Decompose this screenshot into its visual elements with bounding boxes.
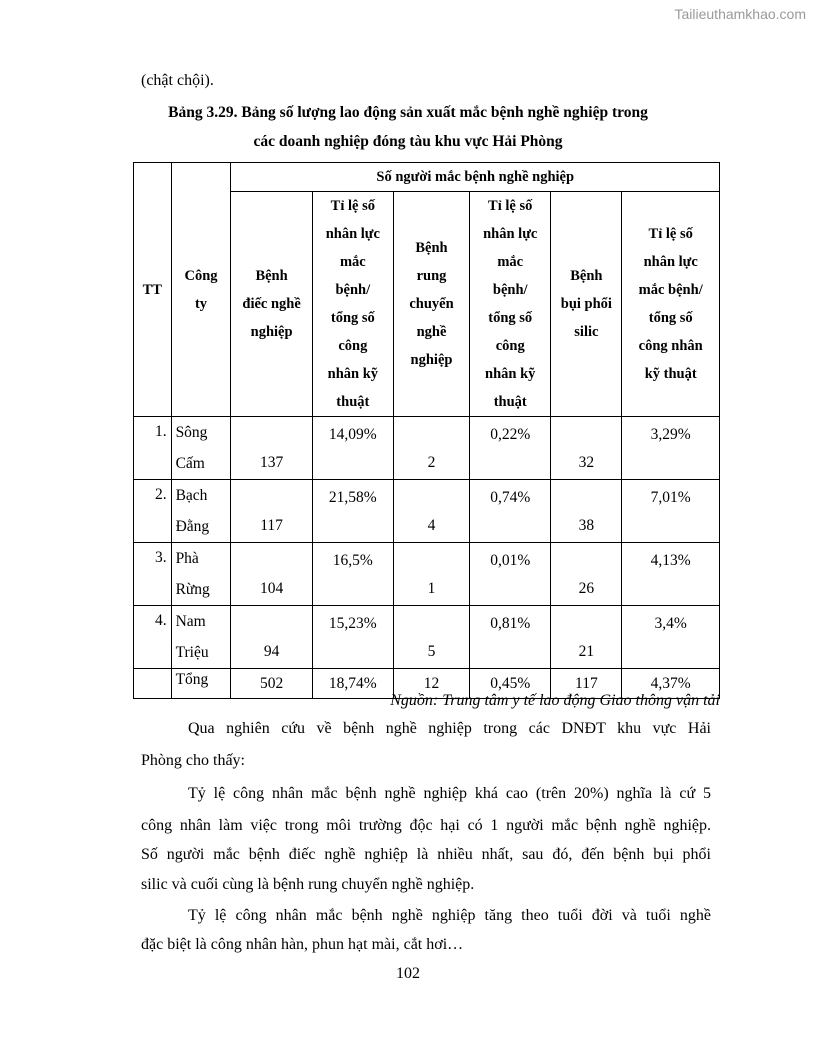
header-vibration: Bệnh rung chuyển nghề nghiệp [393, 192, 469, 417]
cell-rate-deaf: 15,23% [328, 614, 377, 632]
header-silicosis: Bệnh bụi phổi silic [551, 192, 622, 417]
header-tt: TT [134, 163, 172, 417]
cell-rate-vibration: 0,01% [490, 551, 531, 569]
table-row [134, 480, 720, 543]
cell-deaf: 104 [259, 579, 284, 597]
paragraph-3-line-2: đặc biệt là công nhân hàn, phun hạt mài, cắt hơi… [141, 936, 464, 953]
total-rate-vibration: 0,45% [470, 669, 551, 699]
paragraph-2-line-3: Số người mắc bệnh điếc nghề nghiệp là nhiều nhất, sau đó, đến bệnh bụi phổi [141, 846, 711, 863]
header-group: Số người mắc bệnh nghề nghiệp [231, 163, 720, 192]
header-rate-vibration: Tỉ lệ số nhân lực mắc bệnh/ tổng số công nhân kỹ thuật [470, 192, 551, 417]
total-rate-silicosis: 4,37% [622, 669, 720, 699]
cell-rate-deaf: 21,58% [328, 488, 377, 506]
paragraph-1-line-2: Phòng cho thấy: [141, 752, 245, 769]
table-row [134, 543, 720, 606]
cell-silicosis: 26 [578, 579, 595, 597]
intro-line: (chật chội). [141, 72, 214, 89]
cell-deaf: 94 [263, 642, 280, 660]
cell-rate-vibration: 0,81% [490, 614, 531, 632]
row-tt: 2. [134, 480, 172, 543]
table-row [134, 606, 720, 669]
cell-vibration: 5 [427, 642, 436, 660]
cell-rate-silicosis: 3,4% [654, 614, 687, 632]
table-caption-line2: các doanh nghiệp đóng tàu khu vực Hải Phòng [253, 133, 563, 150]
cell-vibration: 1 [427, 579, 436, 597]
row-company: Nam Triệu [171, 606, 231, 669]
paragraph-2-line-4: silic và cuối cùng là bệnh rung chuyển nghề nghiệp. [141, 876, 475, 893]
cell-vibration: 4 [427, 516, 436, 534]
cell-rate-deaf: 16,5% [332, 551, 373, 569]
row-company: Sông Cấm [171, 417, 231, 480]
total-label: Tổng [171, 669, 231, 699]
cell-vibration: 2 [427, 453, 436, 471]
cell-rate-silicosis: 3,29% [650, 425, 691, 443]
row-company: Phà Rừng [171, 543, 231, 606]
header-rate-deaf: Tỉ lệ số nhân lực mắc bệnh/ tổng số công nhân kỹ thuật [312, 192, 393, 417]
paragraph-2-line-2: công nhân làm việc trong môi trường độc hại có 1 người mắc bệnh nghề nghiệp. [141, 817, 711, 834]
cell-silicosis: 38 [578, 516, 595, 534]
header-deaf: Bệnh điếc nghề nghiệp [231, 192, 312, 417]
table-caption-line1: Bảng 3.29. Bảng số lượng lao động sản xuất mắc bệnh nghề nghiệp trong [168, 104, 648, 121]
page-number: 102 [396, 965, 420, 982]
table-row [134, 417, 720, 480]
cell-deaf: 137 [259, 453, 284, 471]
paragraph-2-line-1: Tỷ lệ công nhân mắc bệnh nghề nghiệp khá cao (trên 20%) nghĩa là cứ 5 [188, 785, 711, 802]
total-vibration: 12 [393, 669, 469, 699]
row-tt: 3. [134, 543, 172, 606]
watermark: Tailieuthamkhao.com [674, 6, 806, 22]
cell-rate-vibration: 0,22% [490, 425, 531, 443]
total-silicosis: 117 [551, 669, 622, 699]
total-rate-deaf: 18,74% [312, 669, 393, 699]
cell-silicosis: 32 [578, 453, 595, 471]
source-note: Nguồn: Trung tâm y tế lao động Giao thông vận tải [390, 692, 720, 709]
paragraph-3-line-1: Tỷ lệ công nhân mắc bệnh nghề nghiệp tăng theo tuổi đời và tuổi nghề [188, 907, 711, 924]
cell-rate-deaf: 14,09% [328, 425, 377, 443]
cell-rate-silicosis: 7,01% [650, 488, 691, 506]
row-company: Bạch Đằng [171, 480, 231, 543]
header-rate-silicosis: Tỉ lệ số nhân lực mắc bệnh/ tổng số công nhân kỹ thuật [622, 192, 720, 417]
row-tt: 1. [134, 417, 172, 480]
cell-rate-vibration: 0,74% [490, 488, 531, 506]
cell-deaf: 117 [260, 516, 283, 534]
header-company: Công ty [171, 163, 231, 417]
row-tt: 4. [134, 606, 172, 669]
total-deaf: 502 [231, 669, 312, 699]
paragraph-1-line-1: Qua nghiên cứu về bệnh nghề nghiệp trong các DNĐT khu vực Hải [188, 720, 711, 737]
cell-rate-silicosis: 4,13% [650, 551, 691, 569]
disease-table [133, 162, 720, 699]
cell-silicosis: 21 [578, 642, 595, 660]
